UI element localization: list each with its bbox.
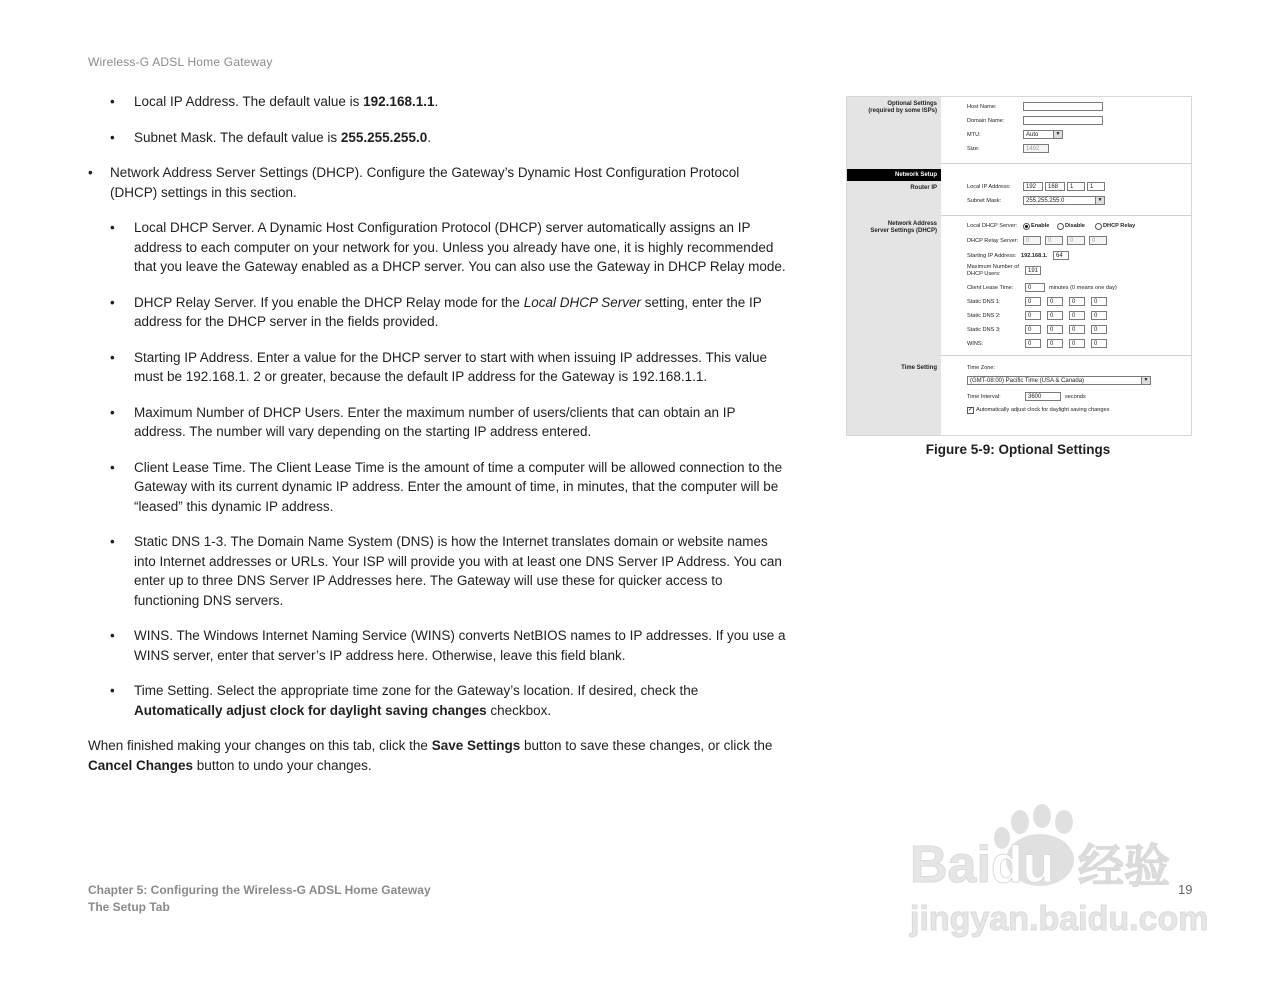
- watermark-cn: 经验: [1078, 839, 1170, 893]
- dhcp-relay-label: DHCP Relay: [1103, 223, 1136, 229]
- optional-settings-figure: [846, 96, 1192, 436]
- bullet-subnet-mask: • Subnet Mask. The default value is 255.255.255.0.: [88, 128, 788, 148]
- lease-time-label: Client Lease Time:: [967, 285, 1014, 291]
- footer-chapter: Chapter 5: Configuring the Wireless-G ADSL Home Gateway: [88, 883, 431, 897]
- local-ip-label: Local IP Address:: [967, 184, 1011, 190]
- dns2-octet-2[interactable]: 0: [1047, 311, 1063, 320]
- dns1-octet-1[interactable]: 0: [1025, 297, 1041, 306]
- dns2-octet-1[interactable]: 0: [1025, 311, 1041, 320]
- footer: [88, 882, 431, 916]
- dns2-octet-4[interactable]: 0: [1091, 311, 1107, 320]
- watermark-url: jingyan.baidu.com: [910, 900, 1209, 938]
- bullet-time-setting: • Time Setting. Select the appropriate time zone for the Gateway’s location. If desired, check the Automatically adjust clock for daylight saving changes checkbox.: [88, 681, 788, 720]
- relay-octet-2[interactable]: 0: [1045, 236, 1063, 245]
- dns3-octet-4[interactable]: 0: [1091, 325, 1107, 334]
- dns3-octet-3[interactable]: 0: [1069, 325, 1085, 334]
- bullet-static-dns: • Static DNS 1-3. The Domain Name System (DNS) is how the Internet translates domain or website names into Internet addresses or URLs. Your ISP will provide you with at least one DNS Server IP Address. You can enter up to three DNS Server IP Addresses here. The Gateway will use these for quicker access to functioning DNS servers.: [88, 532, 788, 610]
- lease-time-input[interactable]: 0: [1025, 283, 1045, 292]
- section-optional-settings: Optional Settings (required by some ISPs): [868, 101, 937, 114]
- dhcp-relay-radio[interactable]: [1095, 223, 1102, 230]
- page-number: 19: [1178, 882, 1193, 897]
- bullet-lease-time: • Client Lease Time. The Client Lease Time is the amount of time a computer will be allowed connection to the Gateway with its current dynamic IP address. Enter the amount of time, in minutes, that the computer will be “leased” this dynamic IP address.: [88, 458, 788, 517]
- dns1-octet-2[interactable]: 0: [1047, 297, 1063, 306]
- baidu-jingyan-watermark: [900, 800, 1210, 940]
- section-router-ip: Router IP: [910, 185, 937, 191]
- host-name-label: Host Name:: [967, 104, 997, 110]
- starting-ip-label: Starting IP Address:: [967, 253, 1017, 259]
- wins-label: WINS:: [967, 341, 984, 347]
- bullet-local-ip: • Local IP Address. The default value is 192.168.1.1.: [88, 92, 788, 112]
- relay-octet-1[interactable]: 0: [1023, 236, 1041, 245]
- local-dhcp-label: Local DHCP Server:: [967, 223, 1018, 229]
- local-ip-octet-4[interactable]: 1: [1087, 182, 1105, 191]
- seconds-label: seconds: [1065, 394, 1086, 400]
- relay-octet-4[interactable]: 0: [1089, 236, 1107, 245]
- host-name-input[interactable]: [1023, 102, 1103, 111]
- dns2-octet-3[interactable]: 0: [1069, 311, 1085, 320]
- watermark-brand-2: du: [990, 836, 1055, 894]
- dns2-label: Static DNS 2:: [967, 313, 1001, 319]
- bullet-max-users: • Maximum Number of DHCP Users. Enter the maximum number of users/clients that can obtain an IP address. The number will vary depending on the starting IP address entered.: [88, 403, 788, 442]
- bullet-dhcp-heading: • Network Address Server Settings (DHCP). Configure the Gateway’s Dynamic Host Configuration Protocol (DHCP) settings in this section.: [88, 163, 788, 202]
- figure-caption: Figure 5-9: Optional Settings: [925, 442, 1111, 457]
- domain-name-input[interactable]: [1023, 116, 1103, 125]
- disable-radio[interactable]: [1057, 223, 1064, 230]
- dns1-octet-4[interactable]: 0: [1091, 297, 1107, 306]
- body-text: [88, 92, 788, 775]
- auto-adjust-checkbox[interactable]: ✓: [968, 407, 974, 413]
- figure-divider: [941, 355, 1191, 356]
- starting-ip-input[interactable]: 64: [1053, 251, 1069, 260]
- svg-text:Baidu: [910, 836, 1054, 894]
- section-dhcp: Network Address Server Settings (DHCP): [870, 221, 937, 234]
- dns1-label: Static DNS 1:: [967, 299, 1001, 305]
- footer-section: The Setup Tab: [88, 900, 170, 914]
- max-users-label: Maximum Number of DHCP Users:: [967, 264, 1019, 277]
- auto-adjust-label: Automatically adjust clock for daylight saving changes: [976, 407, 1110, 413]
- bullet-starting-ip: • Starting IP Address. Enter a value for the DHCP server to start with when issuing IP addresses. This value must be 192.168.1. 2 or greater, because the default IP address for the Gateway is 192.168.1.1.: [88, 348, 788, 387]
- dns3-label: Static DNS 3:: [967, 327, 1001, 333]
- time-interval-input[interactable]: 3600: [1025, 392, 1061, 401]
- bullet-wins: • WINS. The Windows Internet Naming Service (WINS) converts NetBIOS names to IP addresses. If you use a WINS server, enter that server’s IP address here. Otherwise, leave this field blank.: [88, 626, 788, 665]
- closing-paragraph: When finished making your changes on this tab, click the Save Settings button to save these changes, or click the Cancel Changes button to undo your changes.: [88, 738, 773, 773]
- wins-octet-3[interactable]: 0: [1069, 339, 1085, 348]
- enable-label: Enable: [1031, 223, 1050, 229]
- max-users-input[interactable]: 191: [1025, 266, 1041, 275]
- domain-name-label: Domain Name:: [967, 118, 1005, 124]
- subnet-mask-select[interactable]: 255.255.255.0 ▼: [1023, 196, 1105, 205]
- starting-ip-prefix: 192.168.1.: [1021, 253, 1048, 259]
- time-interval-label: Time Interval:: [967, 394, 1001, 400]
- mtu-select[interactable]: Auto ▼: [1023, 130, 1063, 139]
- dns1-octet-3[interactable]: 0: [1069, 297, 1085, 306]
- chevron-down-icon: ▼: [1053, 131, 1062, 138]
- figure-sidebar: [847, 97, 941, 435]
- watermark-brand: Bai: [910, 836, 991, 894]
- local-ip-octet-3[interactable]: 1: [1067, 182, 1085, 191]
- wins-octet-4[interactable]: 0: [1091, 339, 1107, 348]
- section-time-setting: Time Setting: [901, 365, 937, 371]
- figure-divider: [941, 163, 1191, 164]
- disable-label: Disable: [1065, 223, 1085, 229]
- running-header: Wireless-G ADSL Home Gateway: [88, 55, 273, 69]
- subnet-mask-label: Subnet Mask:: [967, 198, 1002, 204]
- chevron-down-icon: ▼: [1095, 197, 1104, 204]
- local-ip-octet-2[interactable]: 168: [1045, 182, 1065, 191]
- time-zone-select[interactable]: (GMT-08:00) Pacific Time (USA & Canada) ▼: [967, 376, 1151, 385]
- size-input[interactable]: 1492: [1023, 144, 1049, 153]
- enable-radio[interactable]: [1023, 223, 1030, 230]
- dns3-octet-2[interactable]: 0: [1047, 325, 1063, 334]
- relay-server-label: DHCP Relay Server:: [967, 238, 1019, 244]
- size-label: Size:: [967, 146, 980, 152]
- relay-octet-3[interactable]: 0: [1067, 236, 1085, 245]
- local-ip-octet-1[interactable]: 192: [1023, 182, 1043, 191]
- network-setup-band: Network Setup: [847, 169, 941, 181]
- mtu-label: MTU:: [967, 132, 981, 138]
- dns3-octet-1[interactable]: 0: [1025, 325, 1041, 334]
- chevron-down-icon: ▼: [1141, 377, 1150, 384]
- bullet-local-dhcp-server: • Local DHCP Server. A Dynamic Host Configuration Protocol (DHCP) server automatically assigns an IP address to each computer on your network for you. Unless you already have one, it is highly recommended that you leave the Gateway enabled as a DHCP server. You can also use the Gateway in DHCP Relay mode.: [88, 218, 788, 277]
- time-zone-label: Time Zone:: [967, 365, 996, 371]
- figure-divider: [941, 215, 1191, 216]
- wins-octet-1[interactable]: 0: [1025, 339, 1041, 348]
- bullet-dhcp-relay-server: • DHCP Relay Server. If you enable the DHCP Relay mode for the Local DHCP Server setting, enter the IP address for the DHCP server in the fields provided.: [88, 293, 788, 332]
- lease-note: minutes (0 means one day): [1049, 285, 1117, 291]
- wins-octet-2[interactable]: 0: [1047, 339, 1063, 348]
